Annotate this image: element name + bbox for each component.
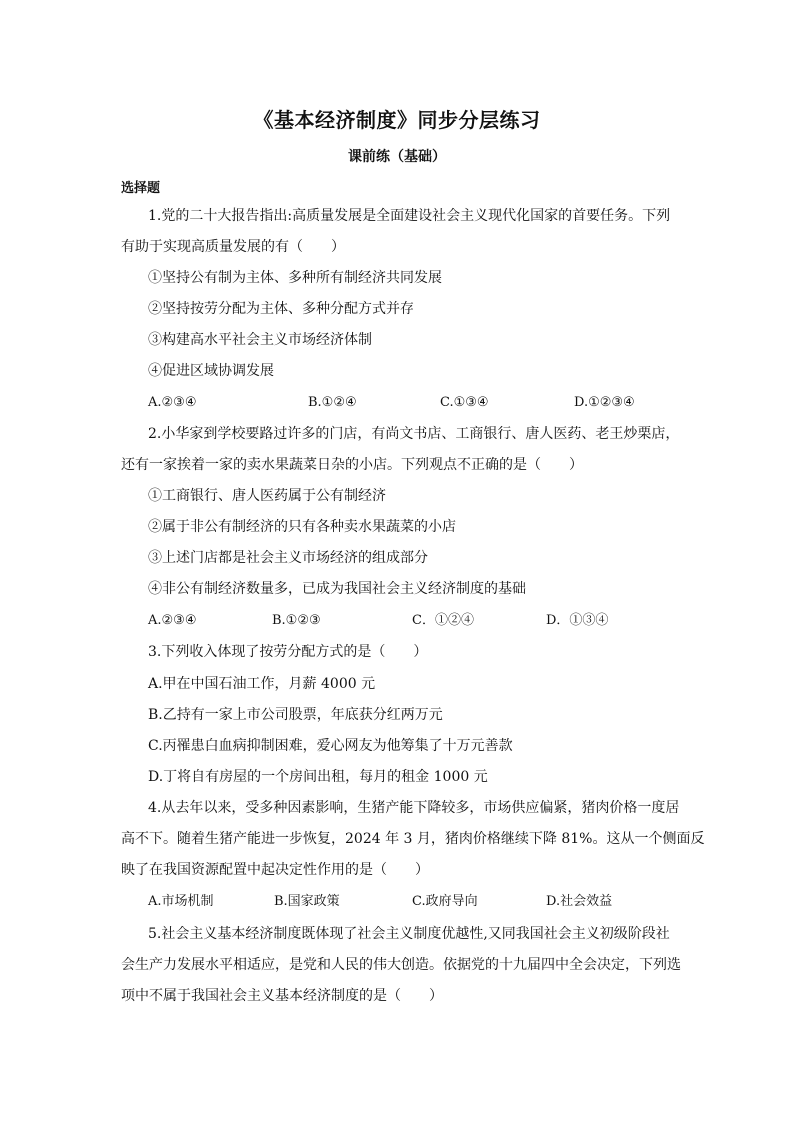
question-1-item-1: ①坚持公有制为主体、多种所有制经济共同发展 <box>148 270 442 286</box>
document-subtitle: 课前练（基础） <box>348 149 446 165</box>
question-2-choice-c: C．①②④ <box>412 613 474 628</box>
question-3-choice-b: B.乙持有一家上市公司股票，年底获分红两万元 <box>148 707 443 723</box>
question-2-item-2: ②属于非公有制经济的只有各种卖水果蔬菜的小店 <box>148 519 456 535</box>
question-2-line-2: 还有一家挨着一家的卖水果蔬菜日杂的小店。下列观点不正确的是（ ） <box>121 457 583 473</box>
question-4-choice-c: C.政府导向 <box>412 894 478 909</box>
question-1-line-1: 1.党的二十大报告指出:高质量发展是全面建设社会主义现代化国家的首要任务。下列 <box>148 208 671 224</box>
question-1-choice-c: C.①③④ <box>440 395 489 410</box>
question-3-choice-a: A.甲在中国石油工作，月薪 4000 元 <box>148 676 376 692</box>
question-4-line-3: 映了在我国资源配置中起决定性作用的是（ ） <box>121 862 429 878</box>
question-1-item-3: ③构建高水平社会主义市场经济体制 <box>148 332 372 348</box>
question-2-choice-a: A.②③④ <box>148 613 197 628</box>
question-2-item-3: ③上述门店都是社会主义市场经济的组成部分 <box>148 550 428 566</box>
question-3-choice-c: C.丙罹患白血病抑制困难，爱心网友为他筹集了十万元善款 <box>148 738 513 754</box>
question-2-choice-b: B.①②③ <box>272 613 321 628</box>
section-heading: 选择题 <box>121 181 161 196</box>
question-2-choice-d: D．①③④ <box>546 613 609 628</box>
question-4-choice-a: A.市场机制 <box>148 894 214 909</box>
question-3-choice-d: D.丁将自有房屋的一个房间出租，每月的租金 1000 元 <box>148 769 488 785</box>
question-4-line-1: 4.从去年以来，受多种因素影响，生猪产能下降较多，市场供应偏紧，猪肉价格一度居 <box>148 800 680 816</box>
question-4-line-2: 高不下。随着生猪产能进一步恢复，2024 年 3 月，猪肉价格继续下降 81%。这从一个侧面反 <box>121 831 705 847</box>
question-2-item-1: ①工商银行、唐人医药属于公有制经济 <box>148 488 386 504</box>
question-4-choice-b: B.国家政策 <box>274 894 340 909</box>
question-5-line-1: 5.社会主义基本经济制度既体现了社会主义制度优越性,又同我国社会主义初级阶段社 <box>148 926 670 942</box>
question-1-line-2: 有助于实现高质量发展的有（ ） <box>121 239 345 255</box>
question-3-line-1: 3.下列收入体现了按劳分配方式的是（ ） <box>148 644 428 660</box>
question-4-choice-d: D.社会效益 <box>546 894 613 909</box>
question-2-line-1: 2.小华家到学校要路过许多的门店，有尚文书店、工商银行、唐人医药、老王炒栗店， <box>148 426 680 442</box>
question-1-item-4: ④促进区域协调发展 <box>148 363 274 379</box>
question-5-line-3: 项中不属于我国社会主义基本经济制度的是（ ） <box>121 988 443 1004</box>
question-5-line-2: 会生产力发展水平相适应，是党和人民的伟大创造。依据党的十九届四中全会决定，下列选 <box>121 957 681 973</box>
question-2-item-4: ④非公有制经济数量多，已成为我国社会主义经济制度的基础 <box>148 581 526 597</box>
question-1-choice-b: B.①②④ <box>308 395 357 410</box>
question-1-choice-d: D.①②③④ <box>574 395 635 410</box>
question-1-choice-a: A.②③④ <box>148 395 197 410</box>
question-1-item-2: ②坚持按劳分配为主体、多种分配方式并存 <box>148 301 414 317</box>
document-title: 《基本经济制度》同步分层练习 <box>253 108 541 132</box>
